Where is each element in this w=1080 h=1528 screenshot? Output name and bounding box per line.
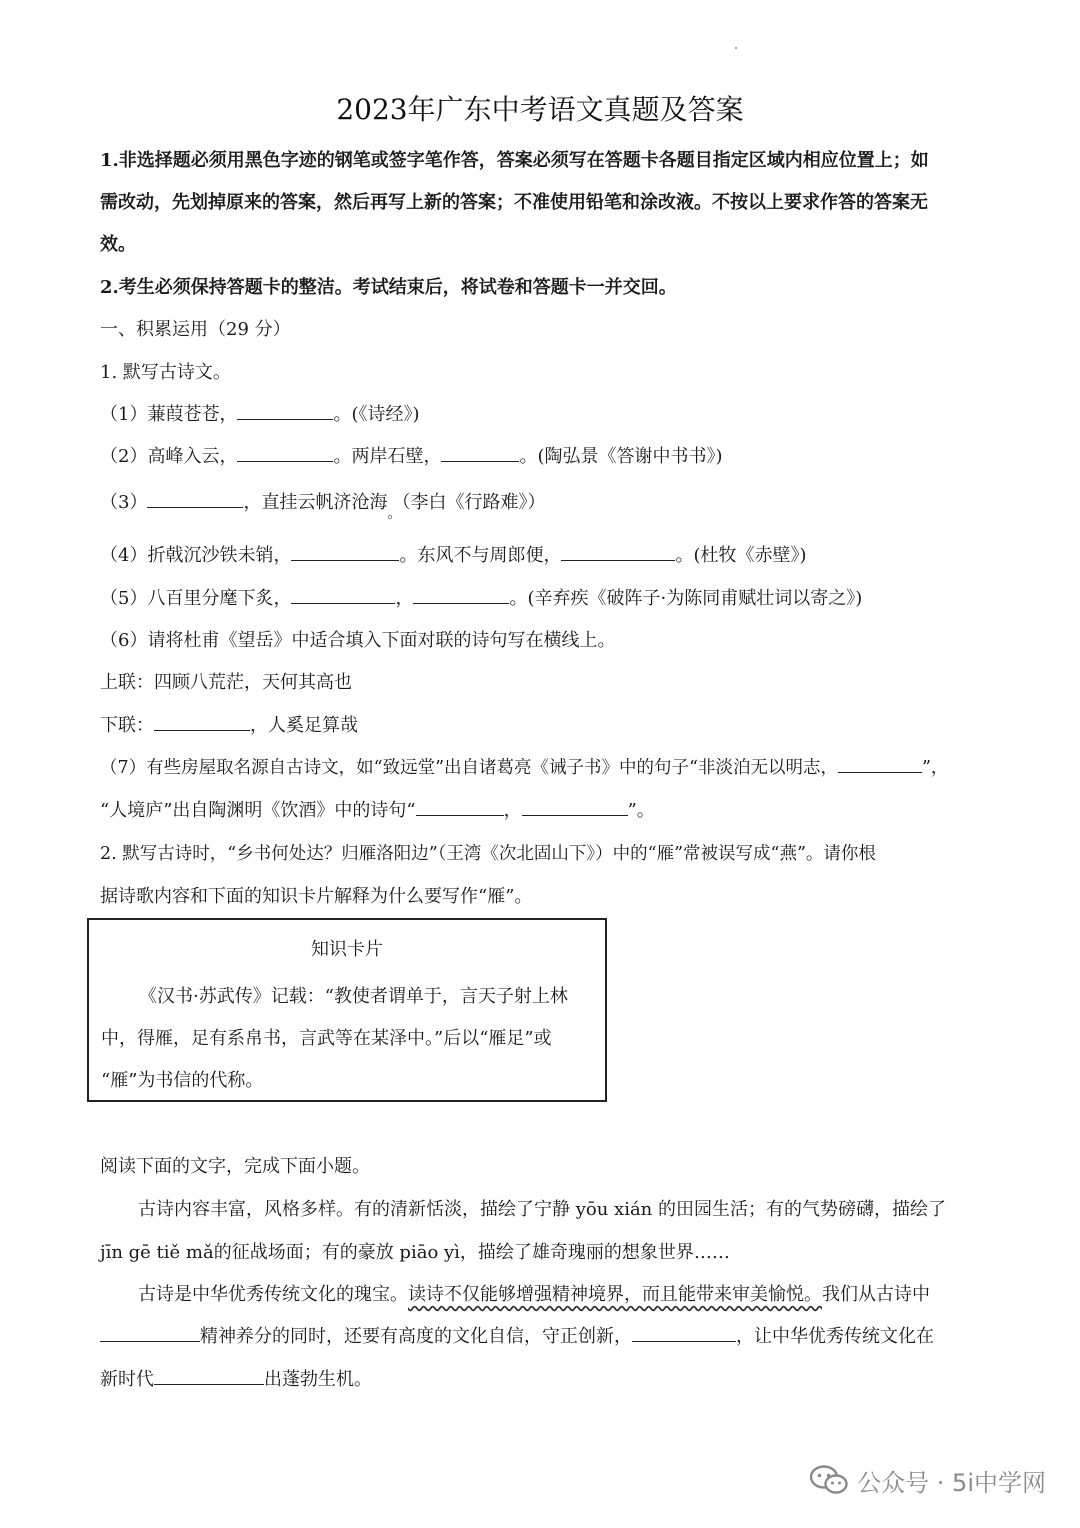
- question-1-item-6: （6）请将杜甫《望岳》中适合填入下面对联的诗句写在横线上。: [100, 630, 616, 651]
- couplet-lower: [100, 705, 984, 747]
- instruction-line-2: 需改动，先划掉原来的答案，然后再写上新的答案；不准使用铅笔和涂改液。不按以上要求作答的答案无: [100, 192, 928, 213]
- answer-blank: [522, 793, 628, 816]
- couplet-upper: 上联：四顾八荒茫，天何其高也: [100, 672, 352, 693]
- page-title: 2023年广东中考语文真题及答案: [336, 93, 744, 126]
- card-line: “雁”为书信的代称。: [101, 1070, 264, 1091]
- question-1-item-2: [100, 436, 984, 478]
- item-text: ”，: [921, 758, 949, 778]
- item-text: ，: [395, 588, 414, 609]
- answer-blank: [291, 538, 399, 561]
- item-text: 。(《诗经》): [333, 404, 420, 425]
- item-text: 。东风不与周郎便，: [399, 545, 562, 566]
- answer-blank: [413, 581, 509, 604]
- question-1-item-3: [100, 482, 984, 525]
- instruction-line-3: 效。: [100, 234, 136, 255]
- answer-blank: [416, 793, 504, 816]
- answer-blank: [147, 485, 243, 508]
- item-text: 古诗是中华优秀传统文化的瑰宝。: [138, 1284, 408, 1305]
- instruction-line-4: 2.考生必须保持答题卡的整洁。考试结束后，将试卷和答题卡一并交回。: [100, 277, 677, 298]
- item-text: （李白《行路难》）: [401, 492, 546, 513]
- item-text: （2）高峰入云，: [100, 446, 238, 467]
- answer-blank: [441, 439, 519, 462]
- item-text: 。(辛弃疾《破阵子·为陈同甫赋壮词以寄之》): [509, 588, 863, 609]
- answer-blank: [632, 1319, 736, 1342]
- answer-blank: [237, 439, 333, 462]
- answer-blank: [838, 750, 922, 773]
- question-1-stem: 1. 默写古诗文。: [100, 362, 231, 383]
- wechat-icon: [809, 1465, 849, 1495]
- item-text: （3）: [100, 492, 148, 513]
- watermark-text: 公众号 · 5i中学网: [857, 1468, 1046, 1497]
- question-1-item-7-line-2: [100, 790, 984, 832]
- answer-blank: [100, 1319, 200, 1342]
- question-1-item-7-line-1: [100, 747, 984, 789]
- knowledge-card: [87, 918, 607, 1102]
- instruction-line-1: 1.非选择题必须用黑色字迹的钢笔或签字笔作答，答案必须写在答题卡各题目指定区域内相应位置上；如: [100, 150, 929, 171]
- item-text: ，人奚足算哉: [250, 715, 358, 736]
- item-text: “人境庐”出自陶渊明《饮酒》中的诗句“: [100, 800, 416, 821]
- reading-paragraph-2-line-3: [100, 1359, 984, 1401]
- question-2-line-1: 2. 默写古诗时，“乡书何处达？归雁洛阳边”（王湾《次北固山下》）中的“雁”常被误写成“燕”。请你根: [100, 844, 876, 864]
- answer-blank: [291, 581, 395, 604]
- item-text: （7）有些房屋取名源自古诗文，如“致远堂”出自诸葛亮《诫子书》中的句子“非淡泊无以明志，: [100, 758, 838, 778]
- item-text: （5）八百里分麾下炙，: [100, 588, 292, 609]
- wavy-underlined-sentence: 读诗不仅能够增强精神境界，而且能带来审美愉悦。: [408, 1284, 822, 1305]
- reading-paragraph-1-line-1: 古诗内容丰富，风格多样。有的清新恬淡，描绘了宁静 yōu xián 的田园生活；有的气势磅礴，描绘了: [138, 1199, 946, 1220]
- card-body: [101, 976, 597, 1102]
- answer-blank: [154, 1362, 264, 1385]
- item-text: 。(杜牧《赤壁》): [675, 545, 807, 566]
- section-heading: 一、积累运用（29 分）: [100, 319, 291, 340]
- item-text: 。(陶弘景《答谢中书书》): [519, 446, 723, 467]
- item-text: 新时代: [100, 1369, 154, 1390]
- speck: [735, 47, 737, 49]
- answer-blank: [154, 708, 250, 731]
- reading-paragraph-1-line-2: jīn gē tiě mǎ的征战场面；有的豪放 piāo yì，描绘了雄奇瑰丽的想象世界……: [100, 1242, 730, 1263]
- item-text: 精神养分的同时，还要有高度的文化自信，守正创新，: [200, 1326, 632, 1347]
- reading-paragraph-2-line-1: [100, 1274, 984, 1316]
- item-text: 。两岸石壁，: [333, 446, 442, 467]
- card-title: 知识卡片: [311, 939, 383, 960]
- reading-intro: 阅读下面的文字，完成下面小题。: [100, 1156, 370, 1177]
- item-text: ，: [503, 800, 522, 821]
- item-text: 出蓬勃生机。: [264, 1369, 372, 1390]
- item-text: ，让中华优秀传统文化在: [736, 1326, 934, 1347]
- item-text: （1）蒹葭苍苍，: [100, 404, 238, 425]
- question-1-item-4: [100, 535, 984, 577]
- item-period: 。: [387, 506, 402, 522]
- item-text: 下联：: [100, 715, 154, 736]
- question-1-item-5: [100, 578, 984, 620]
- card-line: 《汉书·苏武传》记载：“教使者谓单于，言天子射上林: [139, 986, 568, 1007]
- answer-blank: [561, 538, 675, 561]
- item-text: ”。: [627, 800, 655, 821]
- question-1-item-1: [100, 394, 984, 436]
- watermark: [809, 1462, 1046, 1498]
- card-line: 中，得雁，足有系帛书，言武等在某泽中。”后以“雁足”或: [101, 1028, 552, 1049]
- item-text: 我们从古诗中: [822, 1284, 930, 1305]
- item-text: （4）折戟沉沙铁未销，: [100, 545, 292, 566]
- question-2-line-2: 据诗歌内容和下面的知识卡片解释为什么要写作“雁”。: [100, 886, 533, 907]
- answer-blank: [237, 397, 333, 420]
- item-text: ，直挂云帆济沧海: [243, 492, 388, 513]
- reading-paragraph-2-line-2: [100, 1316, 984, 1358]
